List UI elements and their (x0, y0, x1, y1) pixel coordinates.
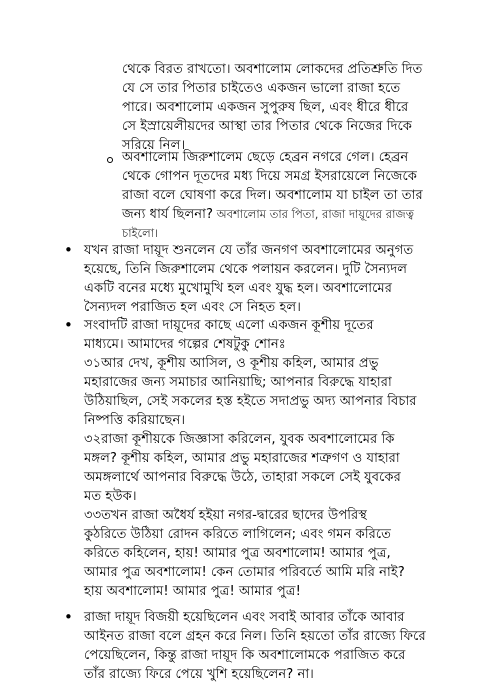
text-line: মত হউক। (84, 489, 137, 504)
text-line: রাজা বলে ঘোষণা করে দিল। অবশালোম যা চাইল তা তার (122, 188, 423, 203)
sub-item-2-text (122, 148, 423, 243)
bullet-dot-icon: • (64, 316, 73, 334)
bullet-dot-icon: • (64, 608, 73, 626)
text-line: আমার পুত্র অবশালোম! কেন তোমার পরিবর্তে আমি মরি নাই? (84, 565, 405, 580)
text-line: থেকে বিরত রাখতো। অবশালোম লোকদের প্রতিশ্রুতি দিত (122, 62, 423, 77)
bullet-2-text (84, 316, 417, 601)
answer-text-line: চাইলো। (122, 226, 159, 240)
text-line: যখন রাজা দায়ূদ শুনলেন যে তাঁর জনগণ অবশালোমের অনুগত (84, 243, 414, 258)
text-line: উঠিয়াছিল, সেই সকলের হস্ত হইতে সদাপ্রভু অদ্য আপনার বিচার (84, 394, 417, 409)
text-line: সে ইস্রায়েলীয়দের আস্থা তার পিতার থেকে নিজের দিকে (122, 119, 413, 134)
bullet-1-text (84, 241, 413, 317)
text-line: নিষ্পত্তি করিয়াছেন। (84, 413, 186, 428)
text-line: মঙ্গল? কূশীয় কহিল, আমার প্রভু মহারাজের শত্রুগণ ও যাহারা (84, 451, 400, 466)
text-line: যে সে তার পিতার চাইতেও একজন ভালো রাজা হতে (122, 81, 401, 96)
text-line: একটি বনের মধ্যে মুখোমুখি হল এবং যুদ্ধ হল। অবশালোমের (84, 281, 392, 296)
bullet-dot-icon: • (64, 241, 73, 259)
text-line: অবশালোম জিরুশালেম ছেড়ে হেব্রন নগরে গেল। হেব্রন (122, 150, 409, 165)
text-line: তাঁর রাজ্যে ফিরে পেয়ে খুশি হয়েছিলেন? না। (84, 667, 314, 682)
text-line: হয়েছে, তিনি জিরুশালেম থেকে পলায়ন করলেন। দুটি সৈন্যদল (84, 262, 408, 277)
text-line: পেয়েছিলেন, কিন্তু রাজা দায়ূদ কি অবশালোমকে পরাজিত করে (84, 648, 406, 663)
text-line: রাজা দায়ূদ বিজয়ী হয়েছিলেন এবং সবাই আবার তাঁকে আবার (84, 610, 405, 625)
text-line: সরিয়ে নিল। (122, 138, 186, 153)
text-line: মাধ্যমে। আমাদের গল্পের শেষটুকু শোনঃ (84, 337, 286, 352)
text-line: কুঠরিতে উঠিয়া রোদন করিতে লাগিলেন; এবং গমন করিতে (84, 527, 392, 542)
text-line: পারে। অবশালোম একজন সুপুরুষ ছিল, এবং ধীরে ধীরে (122, 100, 409, 115)
text-line: থেকে গোপন দূতদের মধ্য দিয়ে সমগ্র ইসরায়েলে নিজেকে (122, 169, 418, 184)
answer-text: অবশালোম তার পিতা, রাজা দায়ূদের রাজত্ব (212, 207, 414, 221)
verse-32-line: ৩২রাজা কূশীয়কে জিজ্ঞাসা করিলেন, যুবক অবশালোমের কি (84, 432, 395, 447)
text-line: হায় অবশালোম! আমার পুত্র! আমার পুত্র! (84, 584, 301, 599)
text-line: অমঙ্গলার্থে আপনার বিরুদ্ধে উঠে, তাহারা সকলে সেই যুবকের (84, 470, 401, 485)
text-line: সৈন্যদল পরাজিত হল এবং সে নিহত হল। (84, 300, 301, 315)
text-line: মহারাজের জন্য সমাচার আনিয়াছি; আপনার বিরুদ্ধে যাহারা (84, 375, 392, 390)
sub-item-1-text (122, 60, 422, 155)
text-line (122, 205, 423, 224)
question-text: জন্য ধার্য ছিলনা? (122, 207, 213, 222)
verse-31-line: ৩১আর দেখ, কূশীয় আসিল, ও কূশীয় কহিল, আমার প্রভু (84, 356, 379, 371)
bullet-3-text (84, 608, 426, 684)
verse-33-line: ৩৩তখন রাজা অধৈর্য হইয়া নগর-দ্বারের ছাদের উপরিস্থ (84, 508, 368, 523)
sub-bullet-circle-icon (107, 157, 113, 163)
text-line: করিতে কহিলেন, হায়! আমার পুত্র অবশালোম! আমার পুত্র, (84, 546, 391, 561)
text-line: আইনত রাজা বলে গ্রহন করে নিল। তিনি হয়তো তাঁর রাজ্যে ফিরে (84, 629, 426, 644)
text-line: সংবাদটি রাজা দায়ূদের কাছে এলো একজন কূশীয় দূতের (84, 318, 374, 333)
